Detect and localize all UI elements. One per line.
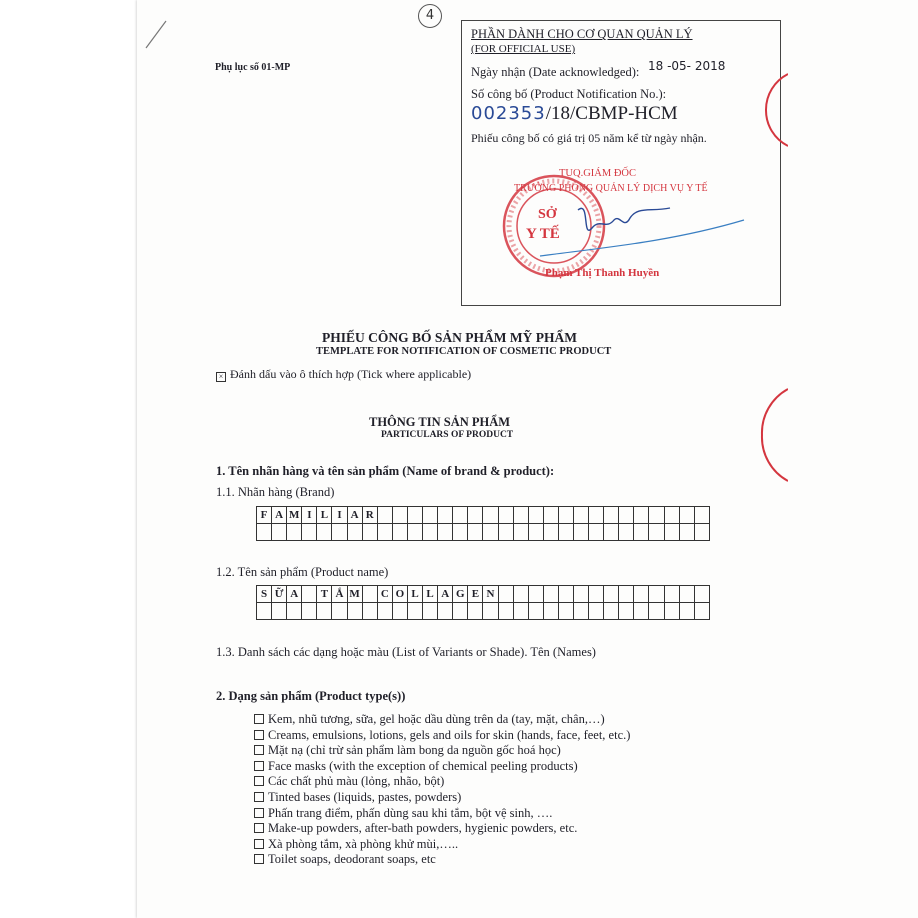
grid-cell: I [332,507,347,524]
section-title-en: PARTICULARS OF PRODUCT [381,430,514,440]
edge-seal-bottom-icon [756,385,788,485]
grid-cell: L [407,586,422,603]
signature-icon [520,190,750,270]
edge-seal-top-icon [758,70,788,150]
grid-cell [392,524,407,541]
grid-cell [604,524,619,541]
product-type-label: Toilet soaps, deodorant soaps, etc [268,852,436,867]
grid-cell [649,524,664,541]
product-type-label: Xà phòng tắm, xà phòng khử mùi,….. [268,836,459,851]
variants-label: 1.3. Danh sách các dạng hoặc màu (List of Variants or Shade). Tên (Names) [216,645,596,659]
product-type-label: Kem, nhũ tương, sữa, gel hoặc dầu dùng trên da (tay, mặt, chân,…) [268,712,605,726]
grid-cell [362,524,377,541]
grid-cell [423,603,438,620]
grid-cell [558,603,573,620]
pen-mark-icon [140,18,170,52]
grid-cell [317,603,332,620]
grid-cell [468,603,483,620]
grid-cell [604,603,619,620]
grid-cell [513,524,528,541]
grid-cell [498,507,513,524]
grid-cell: T [317,586,332,603]
grid-cell: E [468,586,483,603]
official-title-en: (FOR OFFICIAL USE) [471,43,576,55]
grid-cell [287,524,302,541]
grid-cell: O [392,586,407,603]
grid-cell [679,507,694,524]
grid-cell [694,507,709,524]
product-type-option[interactable] [254,743,561,758]
grid-cell [407,507,422,524]
grid-cell [453,524,468,541]
grid-cell [272,603,287,620]
grid-cell [302,524,317,541]
grid-cell [634,603,649,620]
grid-cell [664,586,679,603]
grid-cell [694,524,709,541]
grid-cell: Ữ [272,586,287,603]
grid-cell [619,586,634,603]
checkbox-icon[interactable] [254,745,264,755]
notification-number-line [471,103,678,125]
grid-cell [543,507,558,524]
grid-cell [302,603,317,620]
section-1-heading: 1. Tên nhãn hàng và tên sản phẩm (Name of brand & product): [216,464,555,478]
grid-cell [332,524,347,541]
sign-title-1: TUQ.GIÁM ĐỐC [559,168,636,179]
grid-cell [543,586,558,603]
product-type-option[interactable] [254,790,461,805]
checkbox-icon[interactable] [254,761,264,771]
product-type-label: Các chất phủ màu (lỏng, nhão, bột) [268,774,445,789]
form-title-vi: PHIẾU CÔNG BỐ SẢN PHẨM MỸ PHẨM [322,330,577,345]
checkbox-icon[interactable] [254,730,264,740]
grid-cell [619,507,634,524]
grid-cell [362,603,377,620]
grid-cell [619,524,634,541]
signer-name: Phạm Thị Thanh Huyền [545,267,660,279]
grid-cell [453,507,468,524]
grid-cell: I [302,507,317,524]
grid-cell [589,507,604,524]
grid-cell: C [377,586,392,603]
grid-cell [558,586,573,603]
seal-text-2: Y TẾ [526,226,560,242]
grid-cell [604,507,619,524]
grid-cell: F [257,507,272,524]
seal-text-1: SỞ [538,207,557,222]
product-type-option[interactable] [254,852,436,867]
grid-cell [407,524,422,541]
grid-cell [589,524,604,541]
grid-cell [589,603,604,620]
grid-cell [332,603,347,620]
tick-note [216,367,471,382]
section-2-heading: 2. Dạng sản phẩm (Product type(s)) [216,689,406,703]
grid-cell [589,586,604,603]
grid-cell [498,524,513,541]
grid-cell [528,524,543,541]
product-name-grid [256,585,710,620]
grid-cell [377,507,392,524]
grid-cell [679,524,694,541]
grid-cell: R [362,507,377,524]
grid-cell [438,524,453,541]
product-type-label: Phấn trang điểm, phấn dùng sau khi tắm, bột vệ sinh, …. [268,805,553,820]
grid-cell: A [347,507,362,524]
grid-cell [483,507,498,524]
grid-cell [257,524,272,541]
product-type-option[interactable] [254,806,552,821]
grid-cell [604,586,619,603]
grid-cell [498,586,513,603]
brand-grid [256,506,710,541]
grid-cell: A [438,586,453,603]
grid-cell [287,603,302,620]
product-type-label: Make-up powders, after-bath powders, hygienic powders, etc. [268,821,578,836]
grid-cell [257,603,272,620]
grid-cell [423,507,438,524]
grid-cell [664,524,679,541]
product-name-label: 1.2. Tên sản phẩm (Product name) [216,565,389,579]
grid-cell [634,586,649,603]
grid-cell: L [317,507,332,524]
grid-cell [377,524,392,541]
grid-cell: N [483,586,498,603]
product-type-option[interactable] [254,837,458,852]
page-number-circle [418,4,442,28]
page-number: 4 [425,8,435,23]
grid-cell [679,586,694,603]
grid-cell: M [287,507,302,524]
grid-cell [392,603,407,620]
grid-cell [272,524,287,541]
grid-cell [573,603,588,620]
grid-cell: M [347,586,362,603]
grid-cell [649,603,664,620]
checkbox-icon[interactable] [254,808,264,818]
grid-cell [347,603,362,620]
grid-cell [498,603,513,620]
product-type-option[interactable] [254,728,630,743]
brand-label: 1.1. Nhãn hàng (Brand) [216,485,335,499]
checkbox-icon[interactable] [254,823,264,833]
product-type-label: Face masks (with the exception of chemical peeling products) [268,758,578,773]
grid-cell [634,507,649,524]
checkbox-icon[interactable] [254,776,264,786]
product-type-label: Creams, emulsions, lotions, gels and oils for skin (hands, face, feet, etc.) [268,727,631,742]
grid-cell: A [272,507,287,524]
grid-cell [528,507,543,524]
grid-cell [302,586,317,603]
grid-cell [483,603,498,620]
sign-title-2: TRƯỞNG PHÒNG QUẢN LÝ DỊCH VỤ Y TẾ [514,183,708,194]
grid-cell [468,507,483,524]
product-type-label: Tinted bases (liquids, pastes, powders) [268,790,462,804]
checkbox-icon[interactable] [254,839,264,849]
grid-cell [317,524,332,541]
notification-label: Số công bố (Product Notification No.): [471,87,667,101]
grid-cell [347,524,362,541]
grid-cell [573,507,588,524]
grid-cell [513,586,528,603]
annex-label: Phụ lục số 01-MP [215,62,291,73]
grid-cell [528,586,543,603]
grid-cell [438,603,453,620]
grid-cell [453,603,468,620]
grid-cell [558,507,573,524]
checkbox-icon[interactable] [254,854,264,864]
grid-cell [543,524,558,541]
notification-number: 002353 [471,103,546,124]
grid-cell [483,524,498,541]
validity-note: Phiếu công bố có giá trị 05 năm kể từ ngày nhận. [471,131,707,145]
grid-cell [649,507,664,524]
grid-cell [664,603,679,620]
grid-cell [679,603,694,620]
grid-cell [619,603,634,620]
official-title-vi: PHẦN DÀNH CHO CƠ QUAN QUẢN LÝ [471,27,693,41]
grid-cell [468,524,483,541]
grid-cell: G [453,586,468,603]
grid-cell [438,507,453,524]
grid-cell [543,603,558,620]
ticked-box-icon: × [216,372,226,382]
product-type-label: Mặt nạ (chỉ trừ sản phẩm làm bong da nguồn gốc hoá học) [268,743,561,758]
checkbox-icon[interactable] [254,792,264,802]
grid-cell: S [257,586,272,603]
grid-cell [392,507,407,524]
product-type-option[interactable] [254,712,605,727]
grid-cell [377,603,392,620]
product-type-option[interactable] [254,774,444,789]
product-type-option[interactable] [254,759,578,774]
grid-cell [423,524,438,541]
notification-suffix: /18/CBMP-HCM [545,103,678,124]
grid-cell: Ắ [332,586,347,603]
date-value: 18 -05- 2018 [648,59,726,73]
grid-cell [573,586,588,603]
form-title-en: TEMPLATE FOR NOTIFICATION OF COSMETIC PRODUCT [316,346,612,357]
grid-cell: L [423,586,438,603]
grid-cell [634,524,649,541]
grid-cell [694,603,709,620]
grid-cell [362,586,377,603]
grid-cell [649,586,664,603]
grid-cell: A [287,586,302,603]
grid-cell [513,603,528,620]
grid-cell [528,603,543,620]
grid-cell [513,507,528,524]
grid-cell [573,524,588,541]
section-title-vi: THÔNG TIN SẢN PHẨM [369,415,511,429]
tick-note-text: Đánh dấu vào ô thích hợp (Tick where applicable) [230,367,472,381]
grid-cell [664,507,679,524]
date-label: Ngày nhận (Date acknowledged): [471,65,640,79]
grid-cell [558,524,573,541]
checkbox-icon[interactable] [254,714,264,724]
product-type-option[interactable] [254,821,577,836]
grid-cell [694,586,709,603]
grid-cell [407,603,422,620]
